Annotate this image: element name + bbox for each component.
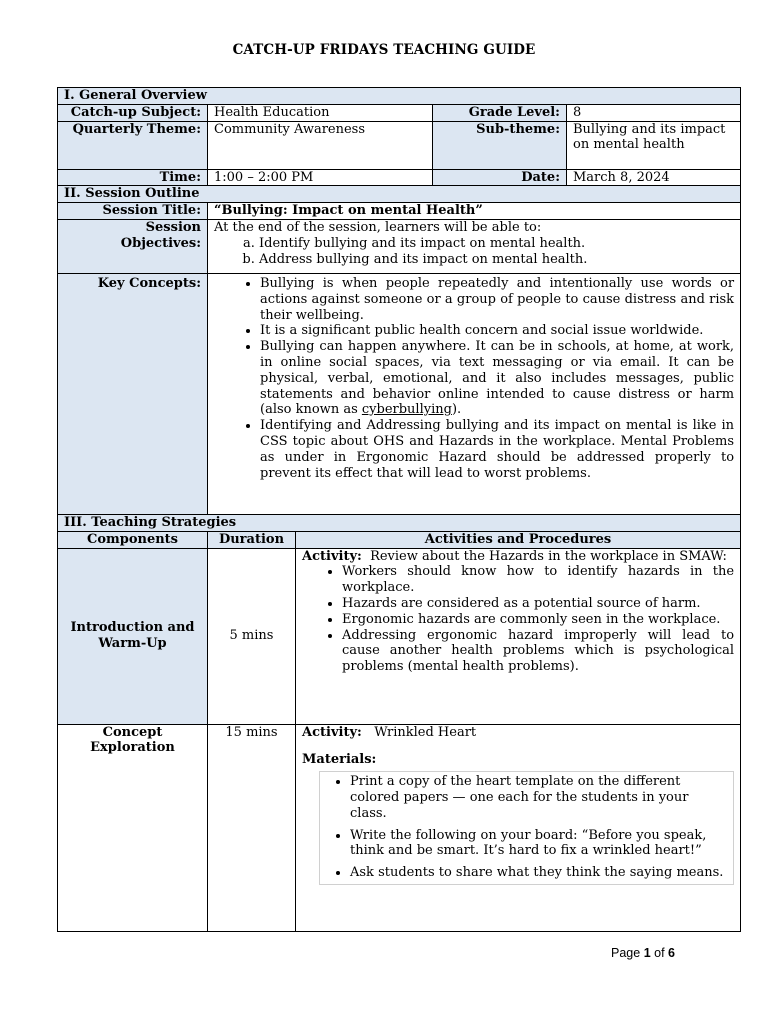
concept-duration: 15 mins <box>208 724 296 931</box>
teaching-guide-table <box>57 87 741 932</box>
date-value: March 8, 2024 <box>567 169 741 186</box>
objective-item: a. Identify bullying and its impact on mental health. <box>259 236 734 252</box>
subtheme-value: Bullying and its impact on mental health <box>567 121 741 169</box>
session-title-value: “Bullying: Impact on mental Health” <box>208 203 741 220</box>
subtheme-label: Sub-theme: <box>433 121 567 169</box>
column-header-duration: Duration <box>208 531 296 548</box>
column-header-components: Components <box>58 531 208 548</box>
objectives-label-line-1: Session <box>145 219 201 235</box>
materials-item: • Write the following on your board: “Before you speak, think and be smart. It’s hard to fix a wrinkled heart!” <box>350 828 727 860</box>
objectives-intro: At the end of the session, learners will be able to: <box>214 219 542 235</box>
materials-item: • Ask students to share what they think the saying means. <box>350 865 727 881</box>
document-title: CATCH-UP FRIDAYS TEACHING GUIDE <box>232 42 536 58</box>
page-total: 6 <box>668 946 675 960</box>
grade-label: Grade Level: <box>433 104 567 121</box>
key-concept-item: • Identifying and Addressing bullying and its impact on mental is like in CSS topic about OHS and Hazards in the workplace. Mental Problems as under in Ergonomic Hazard should be addressed properly to prevent its effect that will lead to worst problems. <box>260 418 734 481</box>
cyberbullying-term: cyberbullying <box>361 402 452 418</box>
materials-box <box>319 771 734 885</box>
concept-component <box>58 724 208 931</box>
column-header-activities: Activities and Procedures <box>296 531 741 548</box>
subject-label: Catch-up Subject: <box>58 104 208 121</box>
materials-list <box>320 774 727 881</box>
key-concepts-list <box>214 276 734 481</box>
intro-bullet-item: • Hazards are considered as a potential source of harm. <box>342 596 734 612</box>
key-concept-text: Bullying can happen anywhere. It can be in schools, at home, at work, in online social spaces, via text messaging or via email. It can be physical, verbal, emotional, and it also includes messages, public statements and behavior online intended to cause distress or harm (also known as <box>260 339 735 418</box>
intro-duration: 5 mins <box>208 548 296 724</box>
subject-value: Health Education <box>208 104 433 121</box>
intro-activities <box>296 548 741 724</box>
intro-activity-label: Activity: <box>302 548 362 564</box>
objectives-label-line-2: Objectives: <box>120 235 201 251</box>
concept-component-line-2: Exploration <box>90 740 175 756</box>
date-label: Date: <box>433 169 567 186</box>
concept-component-line-1: Concept <box>102 724 163 740</box>
page-word: Page <box>611 946 641 960</box>
section-heading-teaching-strategies: III. Teaching Strategies <box>58 514 741 531</box>
key-concept-item <box>260 339 734 418</box>
intro-bullet-item: • Ergonomic hazards are commonly seen in the workplace. <box>342 612 734 628</box>
intro-bullet-item: • Workers should know how to identify hazards in the workplace. <box>342 564 734 596</box>
materials-label: Materials: <box>302 752 377 768</box>
session-objectives-label <box>58 219 208 273</box>
materials-item: • Print a copy of the heart template on the different colored papers — one each for the students in your class. <box>350 774 727 821</box>
theme-value: Community Awareness <box>208 121 433 169</box>
concept-activity-label: Activity: <box>302 724 362 740</box>
concept-activity-line <box>302 725 734 741</box>
section-heading-session-outline: II. Session Outline <box>58 186 741 203</box>
key-concepts-label: Key Concepts: <box>58 273 208 514</box>
time-label: Time: <box>58 169 208 186</box>
intro-component: Introduction and Warm-Up <box>58 548 208 724</box>
page-number: 1 <box>643 946 651 960</box>
concept-activity-text: Wrinkled Heart <box>374 724 477 740</box>
theme-label: Quarterly Theme: <box>58 121 208 169</box>
objectives-list <box>214 236 734 268</box>
section-heading-general-overview: I. General Overview <box>58 88 741 105</box>
intro-activity-line <box>302 549 734 565</box>
intro-activity-text: Review about the Hazards in the workplace in SMAW: <box>370 548 727 564</box>
of-word: of <box>654 946 665 960</box>
time-value: 1:00 – 2:00 PM <box>208 169 433 186</box>
key-concept-item: • It is a significant public health concern and social issue worldwide. <box>260 323 734 339</box>
concept-activities <box>296 724 741 931</box>
intro-bullets <box>302 564 734 675</box>
key-concept-item: • Bullying is when people repeatedly and intentionally use words or actions against someone or a group of people to cause distress and risk their wellbeing. <box>260 276 734 323</box>
objective-item: b. Address bullying and its impact on mental health. <box>259 252 734 268</box>
key-concepts-content <box>208 273 741 514</box>
page-footer <box>611 946 675 960</box>
session-title-label: Session Title: <box>58 203 208 220</box>
key-concept-tail: ). <box>451 402 462 418</box>
intro-bullet-item: • Addressing ergonomic hazard improperly will lead to cause another health problems which is psychological problems (mental health problems). <box>342 628 734 675</box>
session-objectives-content <box>208 219 741 273</box>
grade-value: 8 <box>567 104 741 121</box>
